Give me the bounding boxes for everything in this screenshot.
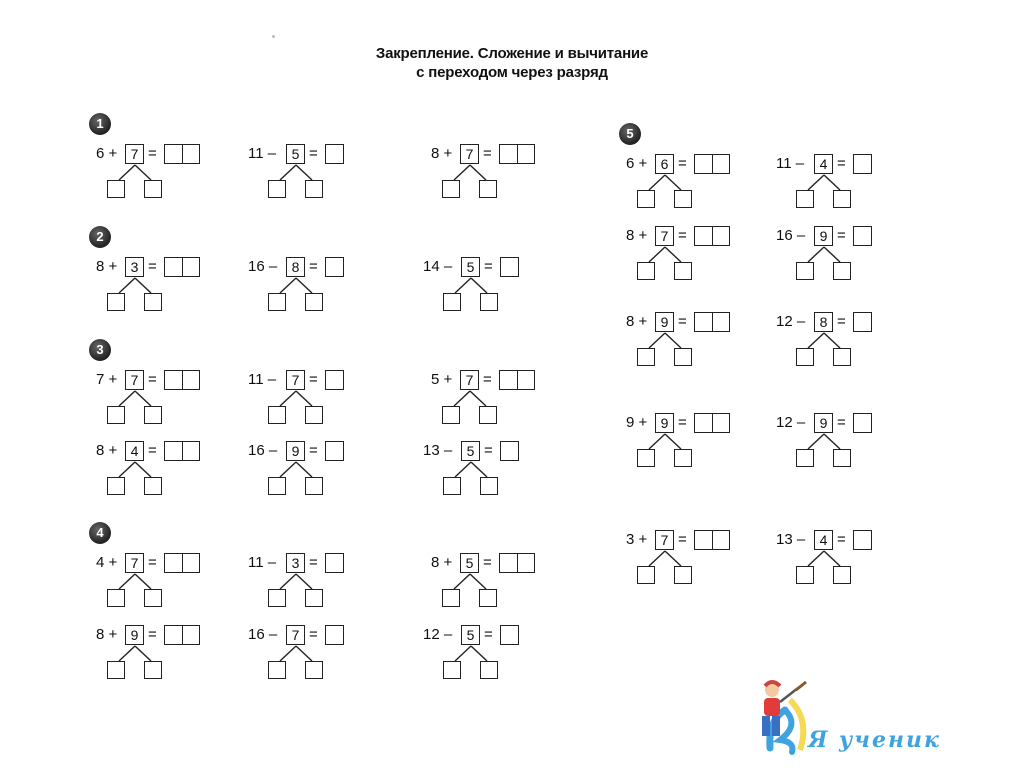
part-box[interactable]	[674, 566, 692, 584]
part-box[interactable]	[144, 293, 162, 311]
boxed-number: 7	[286, 370, 305, 390]
boxed-number: 9	[814, 226, 833, 246]
part-box[interactable]	[144, 661, 162, 679]
expression-left: 16 –	[248, 626, 278, 643]
boxed-number: 5	[461, 625, 480, 645]
part-box[interactable]	[833, 262, 851, 280]
expression-left: 16 –	[248, 442, 278, 459]
equals-sign: =	[484, 626, 493, 643]
expression-left: 5 +	[431, 371, 453, 388]
exercise	[776, 226, 906, 286]
exercise	[248, 625, 378, 685]
boxed-number: 7	[655, 226, 674, 246]
part-box[interactable]	[480, 293, 498, 311]
exercise	[626, 413, 756, 473]
part-box[interactable]	[305, 589, 323, 607]
exercise	[96, 370, 226, 430]
part-box[interactable]	[268, 406, 286, 424]
part-box[interactable]	[674, 348, 692, 366]
exercise	[626, 226, 756, 286]
part-box[interactable]	[107, 661, 125, 679]
exercise	[776, 413, 906, 473]
equals-sign: =	[148, 626, 157, 643]
expression-left: 16 –	[248, 258, 278, 275]
expression-left: 8 +	[431, 145, 453, 162]
expression-left: 11 –	[248, 145, 277, 162]
equals-sign: =	[678, 414, 687, 431]
boxed-number: 7	[286, 625, 305, 645]
boxed-number: 5	[461, 257, 480, 277]
equals-sign: =	[148, 258, 157, 275]
exercise	[96, 257, 226, 317]
part-box[interactable]	[107, 180, 125, 198]
exercise	[423, 257, 553, 317]
expression-left: 13 –	[776, 531, 806, 548]
part-box[interactable]	[268, 589, 286, 607]
exercise	[776, 312, 906, 372]
equals-sign: =	[678, 227, 687, 244]
exercise	[96, 144, 226, 204]
equals-sign: =	[148, 442, 157, 459]
expression-left: 13 –	[423, 442, 453, 459]
part-box[interactable]	[637, 348, 655, 366]
section-number-badge: 3	[89, 339, 111, 361]
boxed-number: 4	[814, 154, 833, 174]
part-box[interactable]	[144, 589, 162, 607]
boxed-number: 4	[814, 530, 833, 550]
part-box[interactable]	[268, 477, 286, 495]
exercise	[776, 530, 906, 590]
boxed-number: 5	[286, 144, 305, 164]
part-box[interactable]	[480, 661, 498, 679]
part-box[interactable]	[796, 348, 814, 366]
part-box[interactable]	[442, 180, 460, 198]
part-box[interactable]	[305, 477, 323, 495]
equals-sign: =	[837, 227, 846, 244]
equals-sign: =	[678, 531, 687, 548]
page-title: Закрепление. Сложение и вычитание	[375, 45, 649, 62]
expression-left: 8 +	[431, 554, 453, 571]
equals-sign: =	[678, 313, 687, 330]
boxed-number: 7	[460, 370, 479, 390]
boxed-number: 9	[125, 625, 144, 645]
exercise	[431, 370, 561, 430]
boxed-number: 7	[125, 370, 144, 390]
expression-left: 8 +	[626, 227, 648, 244]
part-box[interactable]	[144, 477, 162, 495]
exercise	[423, 441, 553, 501]
logo-text: Я ученик	[808, 727, 941, 753]
part-box[interactable]	[107, 406, 125, 424]
equals-sign: =	[483, 371, 492, 388]
equals-sign: =	[309, 145, 318, 162]
part-box[interactable]	[674, 190, 692, 208]
part-box[interactable]	[479, 589, 497, 607]
part-box[interactable]	[144, 406, 162, 424]
part-box[interactable]	[144, 180, 162, 198]
expression-left: 4 +	[96, 554, 118, 571]
exercise	[431, 553, 561, 613]
part-box[interactable]	[443, 477, 461, 495]
part-box[interactable]	[442, 406, 460, 424]
part-box[interactable]	[674, 449, 692, 467]
part-box[interactable]	[833, 348, 851, 366]
part-box[interactable]	[107, 293, 125, 311]
equals-sign: =	[309, 554, 318, 571]
page-subtitle: с переходом через разряд	[416, 64, 608, 81]
equals-sign: =	[309, 442, 318, 459]
section-number-badge: 4	[89, 522, 111, 544]
part-box[interactable]	[442, 589, 460, 607]
part-box[interactable]	[305, 180, 323, 198]
expression-left: 8 +	[96, 442, 118, 459]
part-box[interactable]	[305, 293, 323, 311]
expression-left: 8 +	[626, 313, 648, 330]
part-box[interactable]	[305, 661, 323, 679]
expression-left: 12 –	[776, 313, 806, 330]
expression-left: 6 +	[96, 145, 118, 162]
part-box[interactable]	[637, 449, 655, 467]
exercise	[248, 370, 378, 430]
equals-sign: =	[309, 258, 318, 275]
part-box[interactable]	[833, 449, 851, 467]
expression-left: 9 +	[626, 414, 648, 431]
boxed-number: 4	[125, 441, 144, 461]
boxed-number: 9	[814, 413, 833, 433]
expression-left: 16 –	[776, 227, 806, 244]
part-box[interactable]	[268, 180, 286, 198]
equals-sign: =	[484, 258, 493, 275]
expression-left: 7 +	[96, 371, 118, 388]
expression-left: 11 –	[248, 371, 277, 388]
part-box[interactable]	[479, 180, 497, 198]
equals-sign: =	[484, 442, 493, 459]
part-box[interactable]	[796, 566, 814, 584]
boxed-number: 8	[814, 312, 833, 332]
equals-sign: =	[837, 313, 846, 330]
boxed-number: 3	[125, 257, 144, 277]
equals-sign: =	[309, 371, 318, 388]
part-box[interactable]	[107, 477, 125, 495]
exercise	[626, 154, 756, 214]
equals-sign: =	[148, 371, 157, 388]
expression-left: 8 +	[96, 258, 118, 275]
expression-left: 11 –	[776, 155, 805, 172]
section-number-badge: 5	[619, 123, 641, 145]
part-box[interactable]	[833, 190, 851, 208]
boxed-number: 7	[460, 144, 479, 164]
part-box[interactable]	[107, 589, 125, 607]
boxed-number: 9	[655, 312, 674, 332]
part-box[interactable]	[796, 449, 814, 467]
expression-left: 12 –	[776, 414, 806, 431]
exercise	[248, 144, 378, 204]
boxed-number: 6	[655, 154, 674, 174]
exercise	[96, 441, 226, 501]
part-box[interactable]	[637, 566, 655, 584]
equals-sign: =	[148, 554, 157, 571]
exercise	[626, 530, 756, 590]
part-box[interactable]	[674, 262, 692, 280]
part-box[interactable]	[268, 293, 286, 311]
exercise	[248, 553, 378, 613]
equals-sign: =	[483, 554, 492, 571]
exercise	[423, 625, 553, 685]
part-box[interactable]	[637, 262, 655, 280]
expression-left: 11 –	[248, 554, 277, 571]
expression-left: 12 –	[423, 626, 453, 643]
boxed-number: 7	[655, 530, 674, 550]
part-box[interactable]	[268, 661, 286, 679]
exercise	[248, 441, 378, 501]
equals-sign: =	[837, 414, 846, 431]
section-number-badge: 1	[89, 113, 111, 135]
part-box[interactable]	[637, 190, 655, 208]
expression-left: 3 +	[626, 531, 648, 548]
exercise	[96, 625, 226, 685]
section-number-badge: 2	[89, 226, 111, 248]
expression-left: 6 +	[626, 155, 648, 172]
part-box[interactable]	[796, 190, 814, 208]
part-box[interactable]	[480, 477, 498, 495]
equals-sign: =	[148, 145, 157, 162]
part-box[interactable]	[305, 406, 323, 424]
boxed-number: 7	[125, 553, 144, 573]
boxed-number: 7	[125, 144, 144, 164]
boxed-number: 9	[655, 413, 674, 433]
boxed-number: 3	[286, 553, 305, 573]
equals-sign: =	[837, 531, 846, 548]
exercise	[626, 312, 756, 372]
part-box[interactable]	[833, 566, 851, 584]
expression-left: 8 +	[96, 626, 118, 643]
equals-sign: =	[309, 626, 318, 643]
part-box[interactable]	[479, 406, 497, 424]
exercise	[431, 144, 561, 204]
expression-left: 14 –	[423, 258, 453, 275]
exercise	[96, 553, 226, 613]
exercise	[248, 257, 378, 317]
part-box[interactable]	[796, 262, 814, 280]
boxed-number: 5	[461, 441, 480, 461]
scan-speck	[272, 35, 275, 38]
boxed-number: 8	[286, 257, 305, 277]
boxed-number: 9	[286, 441, 305, 461]
exercise	[776, 154, 906, 214]
part-box[interactable]	[443, 661, 461, 679]
equals-sign: =	[837, 155, 846, 172]
boxed-number: 5	[460, 553, 479, 573]
equals-sign: =	[483, 145, 492, 162]
part-box[interactable]	[443, 293, 461, 311]
equals-sign: =	[678, 155, 687, 172]
